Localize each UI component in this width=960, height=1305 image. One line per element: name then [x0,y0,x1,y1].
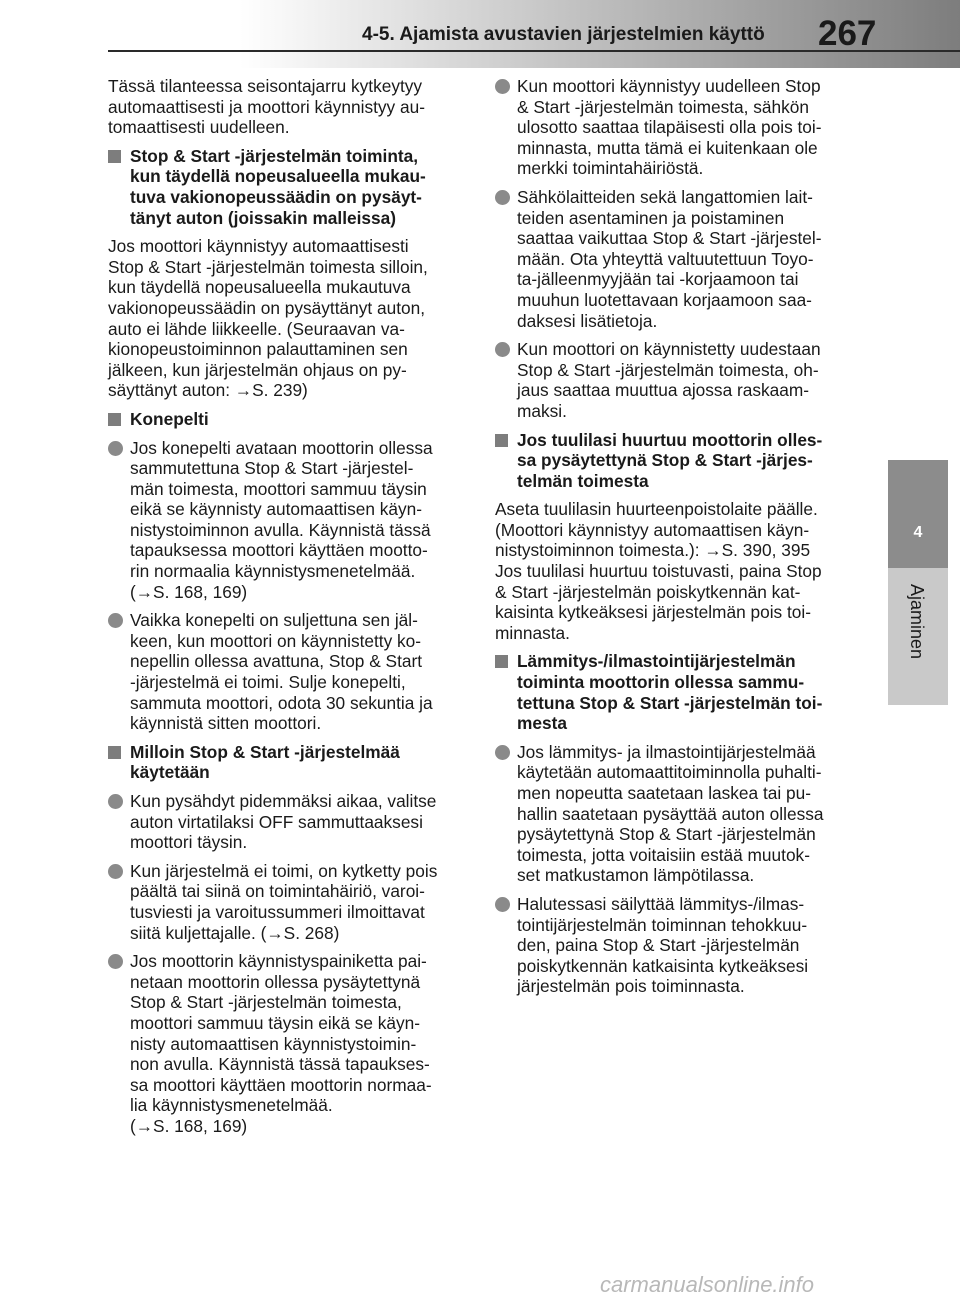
bullet-item [108,438,464,603]
chapter-tab [888,460,948,705]
section-title: 4-5. Ajamista avustavien järjestelmien käyttö [362,24,765,45]
text-line: daksesi lisätietoja. [517,310,658,331]
text-line: Jos konepelti avataan moottorin ollessa [130,437,433,458]
text-line: Jos lämmitys- ja ilmastointijärjestelmää [517,741,816,762]
text-line: Jos tuulilasi huurtuu moottorin olles- [517,429,823,450]
text-line: pysäytettynä Stop & Start -järjestelmän [517,824,816,845]
text-line: nistystoiminnon toimesta.): →S. 390, 395 [495,540,811,561]
chapter-label: Ajaminen [907,584,927,660]
text-line: Kun pysähdyt pidemmäksi aikaa, valitse [130,791,437,811]
bullet-item [108,951,464,1136]
text-line: tuva vakionopeussäädin on pysäyt- [130,186,422,207]
text-line: moottori täysin. [130,832,248,853]
text-line: set matkustamon lämpötilassa. [517,865,755,886]
bullet-item [108,791,464,853]
section-heading [108,742,464,783]
bullet-item [495,187,851,331]
circle-bullet-icon [495,342,510,357]
text-line: keen, kun moottori on käynnistetty ko- [130,630,422,651]
text-line: & Start -järjestelmän toimesta, sähkön [517,96,809,117]
paragraph [108,236,464,401]
text-line: auton virtatilaksi OFF sammuttaaksesi [130,811,423,832]
text-line: minnasta, mutta tämä ei kuitenkaan ole [517,137,818,158]
text-line: rin normaalia käynnistysmenetelmää. [130,561,416,582]
text-line: järjestelmän pois toiminnasta. [517,976,745,997]
text-line: (→S. 168, 169) [130,1115,248,1136]
text-line: ta-jälleenmyyjään tai -korjaamoon tai [517,269,799,290]
text-line: tänyt auton (joissakin malleissa) [130,207,397,228]
left-column [108,76,464,1145]
chapter-number: 4 [888,460,948,568]
text-line: Tässä tilanteessa seisontajarru kytkeytyy [108,76,423,96]
section-heading [108,146,464,228]
text-line: päältä tai siinä on toimintahäiriö, varoi- [130,881,425,902]
text-line: Jos moottori käynnistyy automaattisesti [108,236,409,257]
bullet-item [495,742,851,886]
bullet-item [108,861,464,943]
text-line: netaan moottorin ollessa pysäytettynä [130,971,421,992]
text-line: Kun järjestelmä ei toimi, on kytketty pois [130,860,438,881]
square-bullet-icon [495,434,508,447]
text-line: kionopeustoiminnon palauttaminen sen [108,339,408,360]
square-bullet-icon [108,746,121,759]
circle-bullet-icon [495,190,510,205]
text-line: käynnistä sitten moottori. [130,713,322,734]
circle-bullet-icon [108,613,123,628]
text-line: mesta [517,713,567,734]
text-line: sa pysäytettynä Stop & Start -järjes- [517,450,813,471]
text-line: käytetään [130,762,210,783]
bullet-item [495,339,851,421]
text-line: kun täydellä nopeusalueella mukautuva [108,277,411,298]
text-line: (Moottori käynnistyy automaattisen käyn- [495,519,810,540]
text-line: den, paina Stop & Start -järjestelmän [517,935,800,956]
bullet-item [495,76,851,179]
bullet-item [495,894,851,997]
text-line: Stop & Start -järjestelmän toiminta, [130,145,419,166]
text-line: tusviesti ja varoitussummeri ilmoittavat [130,901,425,922]
text-line: kun täydellä nopeusalueella mukau- [130,166,426,187]
text-line: -järjestelmä ei toimi. Sulje konepelti, [130,672,406,693]
square-bullet-icon [108,413,121,426]
text-line: merkki toimintahäiriöstä. [517,158,704,179]
page-number: 267 [818,14,877,53]
right-column [495,76,851,1005]
text-line: muuhun luotettavaan korjaamoon saa- [517,289,812,310]
text-line: nepellin ollessa avattuna, Stop & Start [130,651,423,672]
circle-bullet-icon [495,745,510,760]
text-line: Vaikka konepelti on suljettuna sen jäl- [130,610,418,631]
text-line: Aseta tuulilasin huurteenpoistolaite päälle. [495,499,818,520]
circle-bullet-icon [108,794,123,809]
text-line: (→S. 168, 169) [130,581,248,602]
text-line: hallin saatetaan pysäyttää auton ollessa [517,803,824,824]
text-line: telmän toimesta [517,470,649,491]
text-line: Jos moottorin käynnistyspainiketta pai- [130,951,427,972]
text-line: ulosotto saattaa tilapäisesti olla pois toi- [517,117,822,138]
text-line: minnasta. [495,622,570,643]
text-line: toimesta, jotta voitaisiin estää muutok- [517,844,810,865]
text-line: lia käynnistysmenetelmää. [130,1095,333,1116]
text-line: Konepelti [130,408,209,429]
square-bullet-icon [495,655,508,668]
text-line: teiden asentaminen ja poistaminen [517,207,785,228]
text-line: tapauksessa moottori käyttäen mootto- [130,540,428,561]
text-line: nisty automaattisen käynnistystoimin- [130,1033,417,1054]
section-heading [495,430,851,492]
text-line: poiskytkennän katkaisinta kytkeäksesi [517,955,809,976]
text-line: maksi. [517,400,567,421]
text-line: Jos tuulilasi huurtuu toistuvasti, paina Stop [495,561,822,582]
text-line: moottori sammuu täysin eikä se käyn- [130,1012,421,1033]
circle-bullet-icon [495,79,510,94]
text-line: jälkeen, kun järjestelmän ohjaus on py- [108,359,407,380]
text-line: toiminta moottorin ollessa sammu- [517,672,805,693]
paragraph [495,499,851,643]
text-line: non avulla. Käynnistä tässä tapaukses- [130,1054,430,1075]
circle-bullet-icon [108,441,123,456]
text-line: vakionopeussäädin on pysäyttänyt auton, [108,297,426,318]
text-line: sammutettuna Stop & Start -järjestel- [130,458,414,479]
text-line: kaisinta kytkeäksesi järjestelmän pois toi- [495,602,811,623]
text-line: Lämmitys-/ilmastointijärjestelmän [517,651,796,672]
text-line: säyttänyt auton: →S. 239) [108,380,308,401]
text-line: Stop & Start -järjestelmän toimesta, oh- [517,359,819,380]
watermark: carmanualsonline.info [600,1272,815,1297]
text-line: män toimesta, moottori sammuu täysin [130,478,427,499]
text-line: Stop & Start -järjestelmän toimesta silloin, [108,256,428,277]
text-line: Halutessasi säilyttää lämmitys-/ilmas- [517,893,805,914]
circle-bullet-icon [495,897,510,912]
text-line: men nopeutta saatetaan laskea tai pu- [517,783,811,803]
text-line: Kun moottori on käynnistetty uudestaan [517,339,821,360]
text-line: saattaa vaikuttaa Stop & Start -järjestel- [517,228,822,249]
text-line: tettuna Stop & Start -järjestelmän toi- [517,692,823,713]
section-heading [495,651,851,733]
text-line: Sähkölaitteiden sekä langattomien lait- [517,186,813,207]
text-line: Stop & Start -järjestelmän toimesta, [130,992,402,1013]
text-line: käytetään automaattitoiminnolla puhalti- [517,762,822,783]
circle-bullet-icon [108,954,123,969]
bullet-item [108,610,464,734]
circle-bullet-icon [108,864,123,879]
text-line: Kun moottori käynnistyy uudelleen Stop [517,76,821,96]
square-bullet-icon [108,150,121,163]
text-line: eikä se käynnisty automaattisen käyn- [130,499,423,520]
text-line: mään. Ota yhteyttä valtuutettuun Toyo- [517,248,814,269]
text-line: sa moottori käyttäen moottorin normaa- [130,1074,432,1095]
text-line: Milloin Stop & Start -järjestelmää [130,741,400,762]
text-line: tointijärjestelmän toiminnan tehokkuu- [517,914,808,935]
section-heading [108,409,464,430]
text-line: automaattisesti ja moottori käynnistyy au- [108,96,425,117]
text-line: & Start -järjestelmän poiskytkennän kat- [495,581,801,602]
text-line: jaus saattaa muuttua ajossa raskaam- [517,380,810,401]
paragraph [108,76,464,138]
text-line: sammuta moottori, odota 30 sekuntia ja [130,692,433,713]
text-line: tomaattisesti uudelleen. [108,117,290,138]
text-line: nistystoiminnon avulla. Käynnistä tässä [130,519,431,540]
text-line: siitä kuljettajalle. (→S. 268) [130,922,340,943]
text-line: auto ei lähde liikkeelle. (Seuraavan va- [108,318,405,339]
